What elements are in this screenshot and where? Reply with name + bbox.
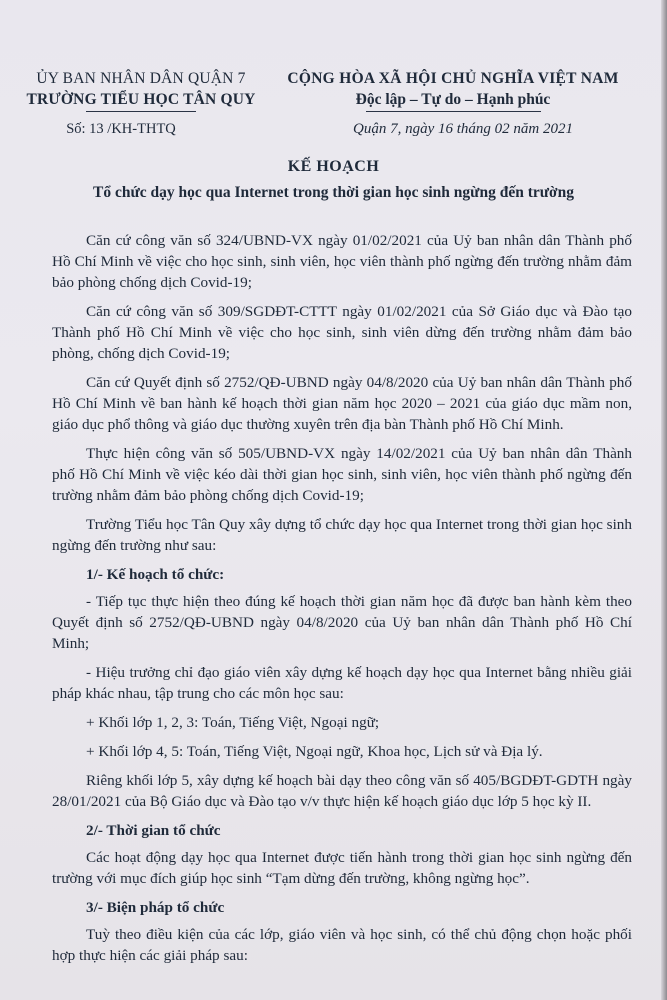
national-motto: Độc lập – Tự do – Hạnh phúc xyxy=(355,91,551,108)
paragraph: - Tiếp tục thực hiện theo đúng kế hoạch thời gian năm học đã được ban hành kèm theo Quyết định số 2752/QĐ-UBND ngày 04/8/2020 của Uỷ ban nhân dân Thành phố Hồ Chí Minh; xyxy=(52,593,632,652)
document-number: Số: 13 /KH-THTQ xyxy=(66,121,176,137)
issuer-block xyxy=(16,68,266,140)
paragraph: Tuỳ theo điều kiện của các lớp, giáo viên và học sinh, có thể chủ động chọn hoặc phối hợp thực hiện các giải pháp sau: xyxy=(52,926,632,964)
issue-date: Quận 7, ngày 16 tháng 02 năm 2021 xyxy=(353,121,573,137)
paragraph: Căn cứ công văn số 309/SGDĐT-CTTT ngày 01/02/2021 của Sở Giáo dục và Đào tạo Thành phố Hồ Chí Minh về việc cho học sinh, sinh viên dừng đến trường nhằm đảm bảo phòng, chống dịch Covid-19; xyxy=(52,303,632,362)
paragraph: Căn cứ Quyết định số 2752/QĐ-UBND ngày 04/8/2020 của Uỷ ban nhân dân Thành phố Hồ Chí Minh về ban hành kế hoạch thời gian năm học 2020 – 2021 của giáo dục mầm non, giáo dục phổ thông và giáo dục thường xuyên trên địa bàn Thành phố Hồ Chí Minh. xyxy=(52,374,632,433)
motto-underline xyxy=(366,111,541,112)
school-name: TRƯỜNG TIỂU HỌC TÂN QUY xyxy=(26,91,256,108)
paragraph: Trường Tiểu học Tân Quy xây dựng tổ chức dạy học qua Internet trong thời gian học sinh ngừng đến trường như sau: xyxy=(52,516,632,554)
paragraph: Các hoạt động dạy học qua Internet được tiến hành trong thời gian học sinh ngừng đến trường với mục đích giúp học sinh “Tạm dừng đến trường, không ngừng học”. xyxy=(52,849,632,887)
document-title: KẾ HOẠCH xyxy=(287,158,380,175)
document-subtitle: Tổ chức dạy học qua Internet trong thời gian học sinh ngừng đến trường xyxy=(92,184,574,201)
list-item: + Khối lớp 1, 2, 3: Toán, Tiếng Việt, Ngoại ngữ; xyxy=(86,714,380,731)
paragraph: Căn cứ công văn số 324/UBND-VX ngày 01/02/2021 của Uỷ ban nhân dân Thành phố Hồ Chí Minh về việc cho học sinh, sinh viên, học viên thành phố ngừng đến trường nhằm đảm bảo phòng chống dịch Covid-19; xyxy=(52,232,632,291)
document-body xyxy=(52,230,632,974)
paragraph: Riêng khối lớp 5, xây dựng kế hoạch bài dạy theo công văn số 405/BGDĐT-GDTH ngày 28/01/2021 của Bộ Giáo dục và Đào tạo v/v thực hiện kế hoạch giáo dục lớp 5 học kỳ II. xyxy=(52,772,632,810)
section-heading: 3/- Biện pháp tổ chức xyxy=(86,899,225,916)
national-header xyxy=(268,68,638,140)
section-heading: 2/- Thời gian tổ chức xyxy=(86,822,221,839)
list-item: + Khối lớp 4, 5: Toán, Tiếng Việt, Ngoại ngữ, Khoa học, Lịch sử và Địa lý. xyxy=(86,743,543,760)
authority-name: ỦY BAN NHÂN DÂN QUẬN 7 xyxy=(36,70,246,87)
nation-name: CỘNG HÒA XÃ HỘI CHỦ NGHĨA VIỆT NAM xyxy=(287,70,619,87)
section-heading: 1/- Kế hoạch tổ chức: xyxy=(86,566,225,583)
issuer-underline xyxy=(86,111,196,112)
paragraph: - Hiệu trưởng chỉ đạo giáo viên xây dựng kế hoạch dạy học qua Internet bằng nhiều giải pháp khác nhau, tập trung cho các môn học sau: xyxy=(52,664,632,702)
page-edge-shadow xyxy=(661,0,667,1000)
paragraph: Thực hiện công văn số 505/UBND-VX ngày 14/02/2021 của Uỷ ban nhân dân Thành phố Hồ Chí Minh về việc kéo dài thời gian học sinh, sinh viên, học viên thành phố ngừng đến trường nhằm đảm bảo phòng chống dịch Covid-19; xyxy=(52,445,632,504)
